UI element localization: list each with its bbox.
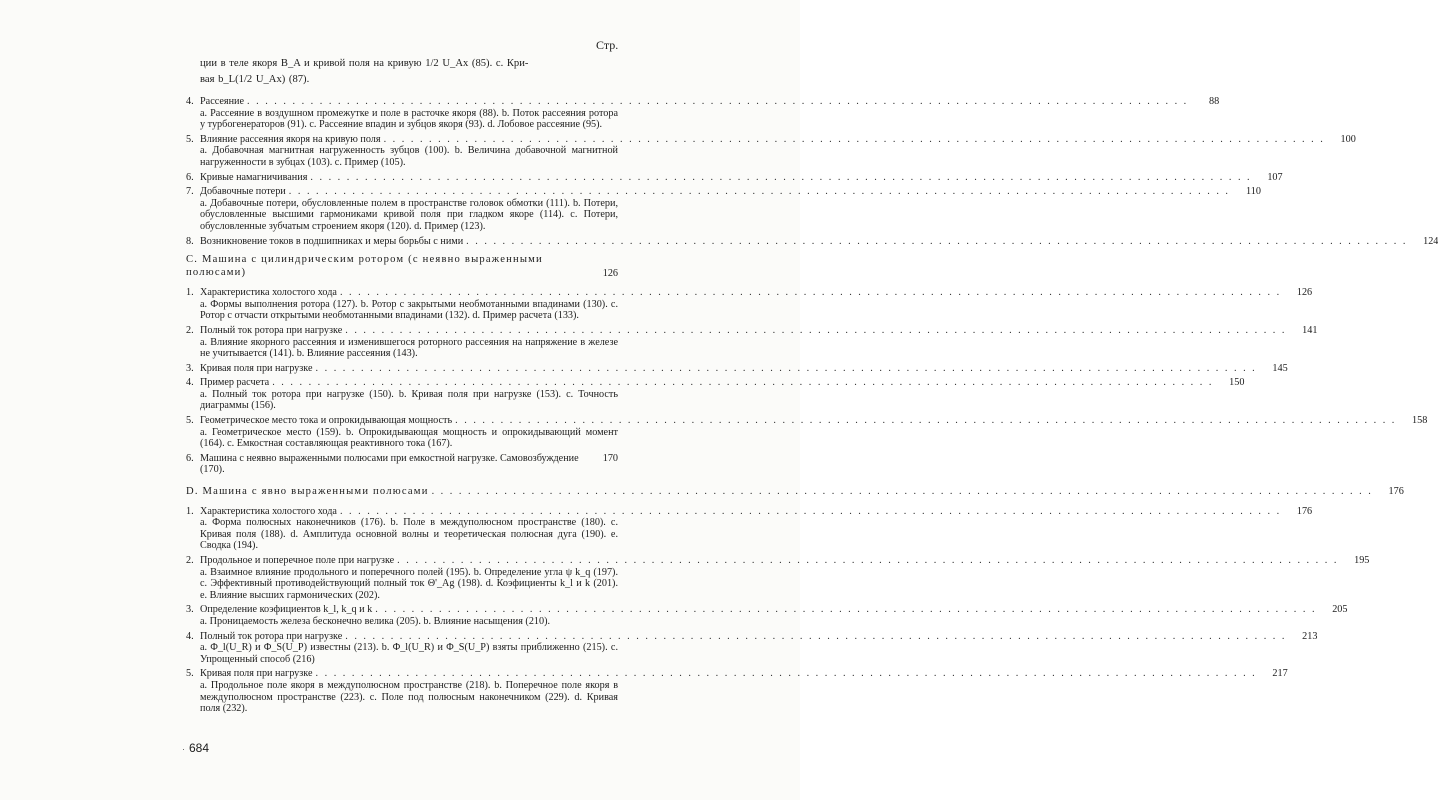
leader-dots [340, 287, 1281, 299]
entry-page: 176 [1296, 505, 1313, 517]
entry-title: Геометрическое место тока и опрокидывающая мощность [200, 415, 453, 427]
entry-subitems: a. Влияние якорного рассеяния и изменившегося роторного рассеяния на напряжение в железе не учитывается (141). b. Влияние рассеяния (143). [200, 336, 618, 360]
entry-title: Характеристика холостого хода [200, 287, 337, 299]
entry-title: Продольное и поперечное поле при нагрузке [200, 555, 395, 566]
entry-subitems: a. Проницаемость железа бесконечно велика (205). b. Влияние насыщения (210). [200, 615, 551, 627]
entry-subitems: a. Рассеяние в воздушном промежутке и поле в расточке якоря (88). b. Поток рассеяния ротора у турбогенераторов (91). c. Рассеяние впадин и зубцов якоря (93). d. Лобовое рассеяние (95). [200, 107, 618, 131]
entry-page: 110 [1246, 186, 1261, 198]
toc-entry [186, 287, 1313, 322]
toc-entry [186, 96, 1220, 131]
entry-subitems: a. Форма полюсных наконечников (176). b. Поле в междуполюсном пространстве (180). c. Кривая поля (188). d. Амплитуда основной волны и теоретическая полюсная дуга (190). e. Сводка (194). [200, 517, 618, 552]
page-column-label: Стр. [596, 38, 619, 52]
entry-page: 107 [1267, 171, 1283, 183]
continuation-line-1: ции в теле якоря B_A и кривой поля на кривую 1/2 U_Ax (85). c. Кри- [200, 58, 529, 69]
entry-subitems: a. Взаимное влияние продольного и поперечного полей (195). b. Определение угла ψ k_q (197). c. Эффективный противодействующий полный ток Θ'_Ag (198). d. Коэфициенты k_l и k (201). e. Влияние высших гармонических (202). [200, 566, 618, 601]
entry-page: 126 [1296, 287, 1313, 299]
entry-number: 6. [186, 452, 194, 464]
toc-entry [186, 362, 1288, 375]
entry-number: 3. [186, 362, 194, 374]
leader-dots [345, 325, 1286, 337]
entry-page: 158 [1412, 415, 1428, 427]
toc-entry [186, 604, 1348, 627]
toc-entry [186, 235, 1438, 248]
leader-dots [316, 668, 1257, 680]
leader-dots [345, 631, 1286, 643]
entry-title: Машина с неявно выраженными полюсами при емкостной нагрузке. Самовозбуждение (170). [200, 452, 579, 476]
section-title: C. Машина с цилиндрическим ротором (с неявно выраженными полюсами) [186, 254, 543, 279]
toc-entry [186, 324, 1318, 360]
leader-dots [316, 363, 1257, 375]
page-number: 684 [189, 741, 210, 755]
table-of-contents [186, 56, 1438, 718]
entry-page: 100 [1340, 133, 1356, 145]
section-title: D. Машина с явно выраженными полюсами [186, 486, 429, 498]
entry-page: 205 [1332, 604, 1348, 616]
entry-page: 213 [1302, 630, 1318, 642]
entry-title: Определение коэфициентов k_l, k_q и k [200, 604, 373, 616]
entry-number: 5. [186, 668, 194, 680]
leader-dots [289, 186, 1230, 198]
section-heading-c [186, 253, 618, 279]
toc-entry [186, 415, 1428, 450]
leader-dots [272, 377, 1213, 389]
entry-title: Кривая поля при нагрузке [200, 362, 313, 374]
footer-mark: · [182, 744, 185, 754]
section-page: 176 [1388, 486, 1404, 498]
entry-page: 145 [1272, 362, 1288, 374]
leader-dots [310, 172, 1251, 184]
entry-subitems: a. Φ_l(U_R) и Φ_S(U_P) известны (213). b. Φ_l(U_R) и Φ_S(U_P) взяты приближенно (215). c. Упрощенный способ (216) [200, 642, 618, 665]
entry-page: 88 [1209, 96, 1220, 107]
toc-entry [186, 453, 618, 476]
toc-entry [186, 171, 1283, 184]
entry-subitems: a. Полный ток ротора при нагрузке (150). b. Кривая поля при нагрузке (153). c. Точность диаграммы (156). [200, 388, 618, 412]
entry-subitems: a. Продольное поле якоря в междуполюсном пространстве (218). b. Поперечное поле якоря в междуполюсном пространстве (223). c. Поле под полюсным наконечником (229). d. Кривая поля (232). [200, 679, 618, 715]
entry-page: 195 [1354, 555, 1370, 566]
entry-title: Рассеяние [200, 96, 244, 107]
toc-entry [186, 505, 1313, 552]
section-heading-d [186, 486, 1404, 498]
continuation-line-2: вая b_L(1/2 U_Ax) (87). [200, 74, 310, 85]
leader-dots [455, 415, 1396, 427]
entry-number: 7. [186, 186, 194, 198]
entry-subitems: a. Геометрическое место (159). b. Опрокидывающая мощность и опрокидывающий момент (164). c. Емкостная составляющая реактивного тока (167). [200, 426, 618, 450]
entry-page: 217 [1272, 668, 1288, 680]
entry-subitems: a. Формы выполнения ротора (127). b. Ротор с закрытыми необмотанными впадинами (130). c. Ротор с отчасти открытыми необмотанными впадинами (132). d. Пример расчета (133). [200, 298, 618, 322]
entry-title: Влияние рассеяния якоря на кривую поля [200, 133, 381, 145]
leader-dots [247, 96, 1188, 108]
entry-number: 1. [186, 505, 194, 517]
entry-title: Полный ток ротора при нагрузке [200, 630, 343, 642]
entry-number: 5. [186, 415, 194, 427]
entry-page: 141 [1302, 324, 1318, 336]
toc-entry [186, 186, 1261, 232]
leader-dots [397, 555, 1338, 567]
entry-number: 5. [186, 133, 194, 145]
toc-entry [186, 630, 1318, 666]
entry-subitems: a. Добавочные потери, обусловленные полем в пространстве головок обмотки (111). b. Потери, обусловленные высшими гармониками кривой поля при гладком якоре (114). c. Потери, обусловленные зубчатым строением якоря (120). d. Пример (123). [200, 197, 618, 232]
leader-dots [340, 506, 1281, 518]
page-footer [182, 741, 209, 755]
entry-page: 150 [1229, 377, 1245, 389]
entry-number: 4. [186, 96, 194, 107]
entry-number: 2. [186, 324, 194, 336]
entry-number: 4. [186, 377, 194, 389]
leader-dots [432, 486, 1373, 498]
entry-title: Полный ток ротора при нагрузке [200, 324, 343, 336]
toc-entry [186, 555, 1370, 601]
entry-page: 170 [602, 452, 618, 464]
entry-number: 8. [186, 235, 194, 247]
toc-entry [186, 668, 1288, 715]
entry-title: Добавочные потери [200, 186, 286, 198]
entry-subitems: a. Добавочная магнитная нагруженность зубцов (100). b. Величина добавочной магнитной нагруженности в зубцах (103). c. Пример (105). [200, 145, 618, 168]
entry-page: 124 [1423, 235, 1438, 247]
leader-dots [375, 604, 1316, 616]
entry-number: 3. [186, 604, 194, 616]
toc-entry [186, 377, 1245, 412]
leader-dots [466, 236, 1407, 248]
section-page: 126 [602, 267, 618, 279]
entry-title: Пример расчета [200, 377, 270, 389]
entry-title: Возникновение токов в подшипниках и меры борьбы с ними [200, 235, 464, 247]
entry-number: 6. [186, 171, 194, 183]
toc-entry [186, 133, 1356, 169]
entry-number: 4. [186, 630, 194, 642]
entry-number: 1. [186, 287, 194, 299]
leader-dots [384, 134, 1325, 146]
entry-title: Кривая поля при нагрузке [200, 668, 313, 680]
entry-number: 2. [186, 555, 194, 566]
entry-title: Характеристика холостого хода [200, 505, 337, 517]
entry-title: Кривые намагничивания [200, 171, 308, 183]
